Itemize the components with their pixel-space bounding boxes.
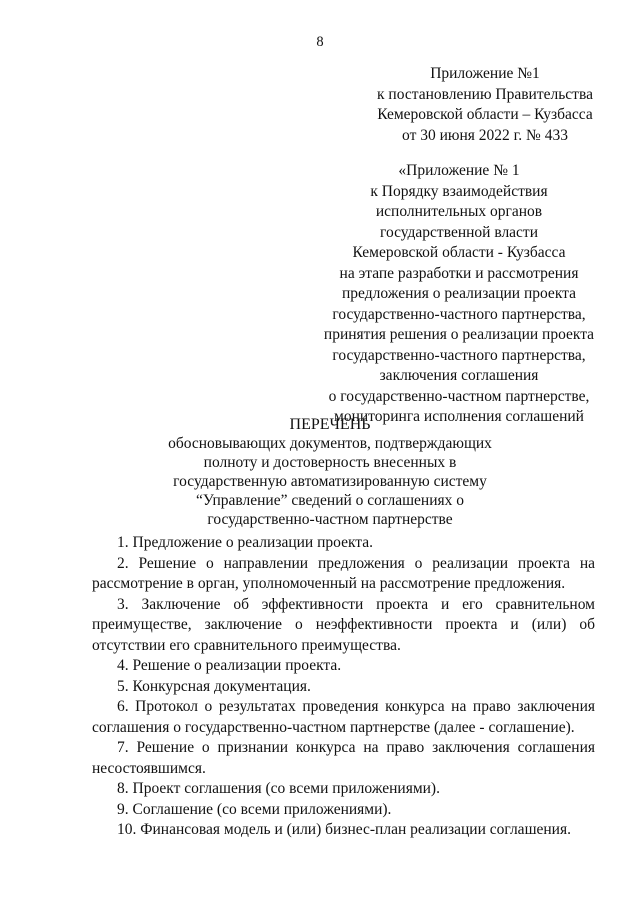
appendix-line: мониторинга исполнения соглашений: [334, 408, 584, 425]
list-item: 8. Проект соглашения (со всеми приложениями).: [117, 780, 440, 797]
appendix-line: «Приложение № 1: [398, 162, 520, 179]
appendix-line: заключения соглашения: [379, 367, 539, 384]
list-item: 5. Конкурсная документация.: [117, 677, 311, 695]
appendix-line: Кемеровской области – Кузбасса: [377, 106, 593, 123]
list-subtitle-line: государственную автоматизированную систему: [173, 473, 487, 490]
appendix-line: принятия решения о реализации проекта: [323, 326, 595, 343]
appendix-header-procedure: [320, 161, 598, 428]
list-item: 10. Финансовая модель и (или) бизнес-план реализации соглашения.: [117, 821, 571, 838]
list-item: 9. Соглашение (со всеми приложениями).: [117, 800, 392, 818]
page-number: 8: [316, 34, 324, 50]
appendix-line: государственной власти: [379, 223, 539, 241]
document-list-title: [130, 415, 530, 529]
list-subtitle-line: обосновывающих документов, подтверждающих: [168, 435, 492, 452]
appendix-line: предложения о реализации проекта: [342, 285, 576, 302]
appendix-line: к постановлению Правительства: [377, 85, 593, 103]
list-item: 1. Предложение о реализации проекта.: [117, 534, 373, 551]
appendix-line: от 30 июня 2022 г. № 433: [402, 126, 568, 144]
list-subtitle-line: “Управление” сведений о соглашениях о: [195, 492, 465, 509]
appendix-line: к Порядку взаимодействия: [370, 182, 548, 200]
list-heading: ПЕРЕЧЕНЬ: [289, 416, 371, 433]
list-item: 2. Решение о направлении предложения о реализации проекта на рассмотрение в орган, уполномоченный на рассмотрение предложения.: [92, 554, 595, 592]
document-list: [92, 533, 595, 841]
list-item: 7. Решение о признании конкурса на право заключения соглашения несостоявшимся.: [92, 739, 595, 777]
appendix-line: на этапе разработки и рассмотрения: [339, 264, 579, 282]
list-subtitle-line: государственно-частном партнерстве: [207, 511, 453, 528]
appendix-line: государственно-частного партнерства,: [332, 346, 586, 364]
list-item: 3. Заключение об эффективности проекта и его сравнительном преимуществе, заключение о неэффективности проекта и (или) об отсутствии его сравнительного преимущества.: [92, 595, 595, 654]
list-subtitle-line: полноту и достоверность внесенных в: [203, 454, 457, 471]
appendix-line: Кемеровской области - Кузбасса: [352, 244, 566, 261]
appendix-line: о государственно-частном партнерстве,: [328, 387, 590, 405]
list-item: 4. Решение о реализации проекта.: [117, 657, 342, 674]
appendix-line: Приложение №1: [430, 65, 540, 82]
appendix-line: исполнительных органов: [375, 203, 543, 220]
appendix-header-resolution: [360, 64, 610, 146]
appendix-line: государственно-частного партнерства,: [332, 305, 586, 323]
list-item: 6. Протокол о результатах проведения конкурса на право заключения соглашения о государственно-частном партнерстве (далее - соглашение).: [92, 698, 595, 736]
